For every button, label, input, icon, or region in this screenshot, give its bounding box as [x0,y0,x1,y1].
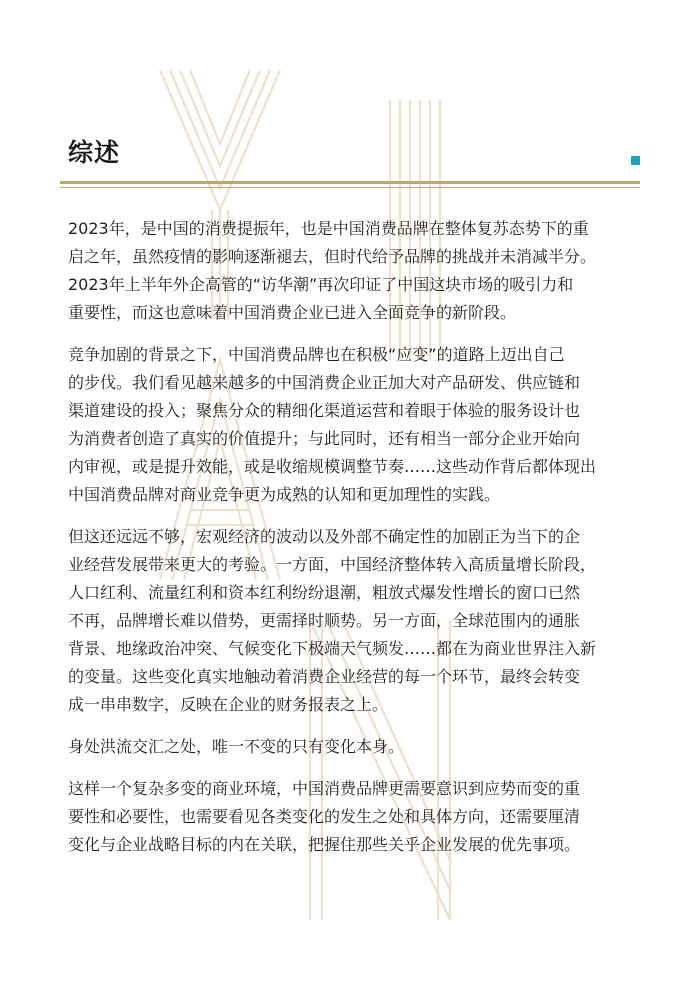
text-line: 内审视，或是提升效能，或是收缩规模调整节奏……这些动作背后都体现出 [68,457,597,476]
page-title: 综述 [68,138,121,167]
text-line: 成一串串数字，反映在企业的财务报表之上。 [68,695,389,714]
title-divider-thin [60,187,640,188]
text-line: 身处洪流交汇之处，唯一不变的只有变化本身。 [68,737,405,756]
text-line: 人口红利、流量红利和资本红利纷纷退潮，粗放式爆发性增长的窗口已然 [68,583,581,602]
text-line: 背景、地缘政治冲突、气候变化下极端天气频发……都在为商业世界注入新 [68,639,597,658]
text-line: 这样一个复杂多变的商业环境，中国消费品牌更需要意识到应势而变的重 [68,779,581,798]
text-line: 竞争加剧的背景之下，中国消费品牌也在积极“应变”的道路上迈出自己 [68,345,565,364]
text-line: 变化与企业战略目标的内在关联，把握住那些关乎企业发展的优先事项。 [68,835,581,854]
text-line: 为消费者创造了真实的价值提升；与此同时，还有相当一部分企业开始向 [68,429,581,448]
paragraph-2 [68,341,634,509]
paragraph-4 [68,733,634,761]
text-line: 要性和必要性，也需要看见各类变化的发生之处和具体方向，还需要厘清 [68,807,581,826]
text-line: 启之年，虽然疫情的影响逐渐褪去，但时代给予品牌的挑战并未消减半分。 [68,247,597,266]
text-line: 2023年上半年外企高管的“访华潮”再次印证了中国这块市场的吸引力和 [68,275,574,294]
text-line: 的步伐。我们看见越来越多的中国消费企业正加大对产品研发、供应链和 [68,373,581,392]
text-line: 不再，品牌增长难以借势，更需择时顺势。另一方面，全球范围内的通胀 [68,611,581,630]
text-line: 重要性，而这也意味着中国消费企业已进入全面竞争的新阶段。 [68,303,517,322]
accent-square-marker [631,156,640,165]
paragraph-5 [68,775,634,859]
text-line: 渠道建设的投入；聚焦分众的精细化渠道运营和着眼于体验的服务设计也 [68,401,581,420]
body-text [68,215,634,873]
paragraph-1 [68,215,634,327]
text-line: 中国消费品牌对商业竞争更为成熟的认知和更加理性的实践。 [68,485,501,504]
text-line: 的变量。这些变化真实地触动着消费企业经营的每一个环节，最终会转变 [68,667,581,686]
text-line: 业经营发展带来更大的考验。一方面，中国经济整体转入高质量增长阶段， [68,555,597,574]
text-line: 但这还远远不够，宏观经济的波动以及外部不确定性的加剧正为当下的企 [68,527,581,546]
paragraph-3 [68,523,634,719]
title-divider-thick [60,181,640,184]
text-line: 2023年，是中国的消费提振年，也是中国消费品牌在整体复苏态势下的重 [68,219,589,238]
